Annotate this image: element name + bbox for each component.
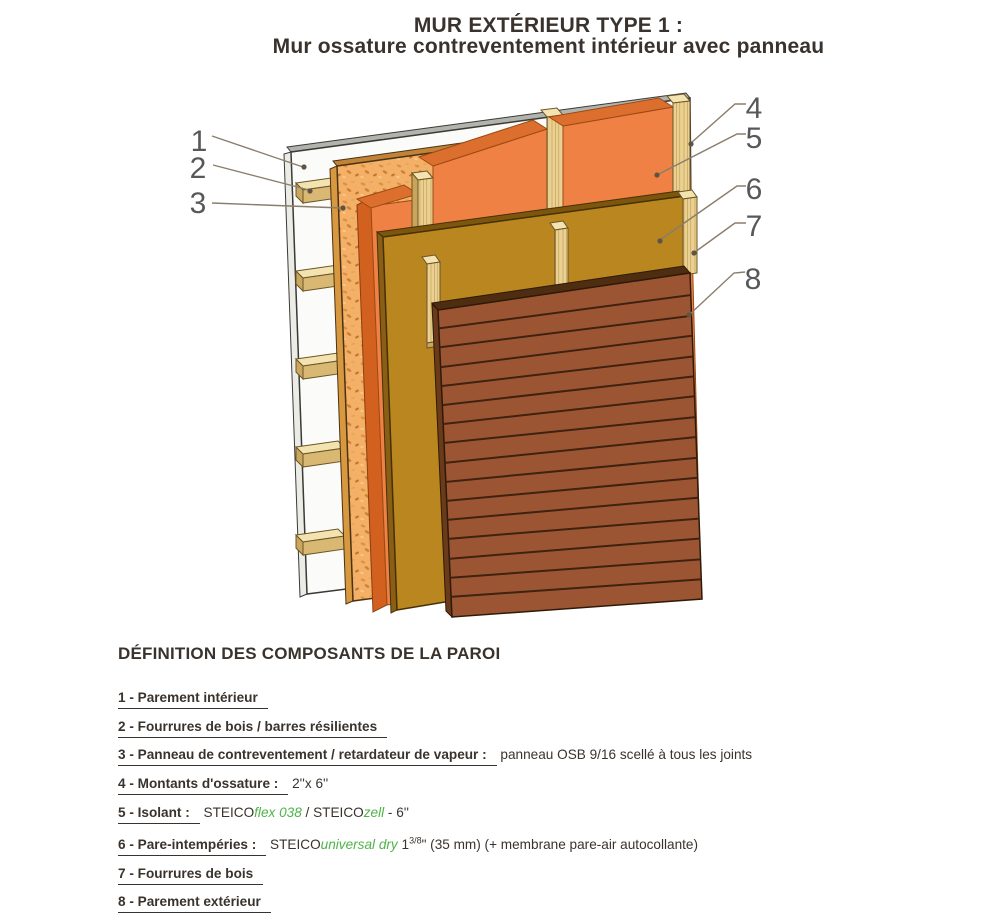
legend-item-2 [118, 719, 908, 735]
leader-line-1 [212, 136, 303, 167]
leader-dot-4 [688, 141, 693, 146]
callout-number-6: 6 [745, 173, 763, 206]
leader-dot-1 [301, 164, 306, 169]
leader-line-8 [689, 272, 745, 315]
legend-item-label: 1 - Parement intérieur [118, 690, 268, 709]
legend-text-segment: 2''x 6'' [288, 776, 329, 792]
page-title-line2: Mur ossature contreventement intérieur avec panneau [272, 35, 825, 58]
leader-line-7 [695, 223, 746, 252]
legend-text-segment: 1 [397, 836, 410, 852]
leader-dot-2 [307, 188, 312, 193]
callout-number-4: 4 [745, 92, 763, 125]
legend-item-label: 2 - Fourrures de bois / barres résilientes [118, 719, 387, 738]
legend-item-7 [118, 866, 908, 882]
legend-item-label: 3 - Panneau de contreventement / retardateur de vapeur : [118, 747, 497, 766]
leader-dot-5 [654, 172, 659, 177]
callout-number-3: 3 [189, 187, 207, 220]
callout-number-1: 1 [190, 125, 208, 158]
legend-item-1 [118, 690, 908, 706]
legend-item-3 [118, 747, 908, 763]
leader-dot-7 [691, 250, 696, 255]
legend-item-rest [288, 776, 328, 791]
callout-number-2: 2 [189, 152, 207, 185]
legend-item-label: 8 - Parement extérieur [118, 894, 271, 913]
legend-item-rest [497, 747, 752, 762]
siding-front [438, 273, 702, 617]
legend-item-4 [118, 776, 908, 792]
legend-text-segment: STEICO [266, 836, 321, 852]
leader-dot-6 [657, 238, 662, 243]
callout-number-5: 5 [745, 122, 763, 155]
legend-text-segment: - 6'' [384, 804, 409, 820]
legend-item-8 [118, 894, 908, 910]
legend-item-label: 7 - Fourrures de bois [118, 866, 263, 885]
callout-number-8: 8 [744, 263, 762, 296]
stud-left-side [412, 173, 418, 235]
legend-item-6 [118, 833, 908, 852]
legend-item-label: 5 - Isolant : [118, 805, 200, 824]
leader-dot-3 [340, 205, 345, 210]
legend-text-segment: panneau OSB 9/16 scellé à tous les joints [496, 747, 753, 763]
exterior-siding [432, 266, 706, 617]
legend-text-segment: " (35 mm) (+ membrane pare-air autocollante) [421, 836, 699, 852]
legend-heading: DÉFINITION DES COMPOSANTS DE LA PAROI [118, 644, 501, 663]
legend-item-5 [118, 805, 908, 821]
legend-text-segment: 3/8 [409, 835, 422, 846]
leader-line-4 [691, 104, 746, 143]
legend-text-segment: STEICO [199, 804, 255, 820]
legend-text-segment: zell [363, 804, 385, 820]
legend-item-rest [200, 805, 409, 820]
legend-item-rest [266, 837, 698, 852]
legend-item-label: 4 - Montants d'ossature : [118, 776, 288, 795]
legend-section [118, 644, 908, 923]
leader-dot-8 [686, 312, 691, 317]
page-title-line1: MUR EXTÉRIEUR TYPE 1 : [413, 14, 684, 37]
callout-number-7: 7 [745, 210, 763, 243]
legend-text-segment: universal dry [320, 836, 398, 852]
legend-text-segment: / STEICO [301, 804, 364, 820]
legend-item-label: 6 - Pare-intempéries : [118, 837, 266, 856]
legend-text-segment: flex 038 [254, 804, 302, 820]
